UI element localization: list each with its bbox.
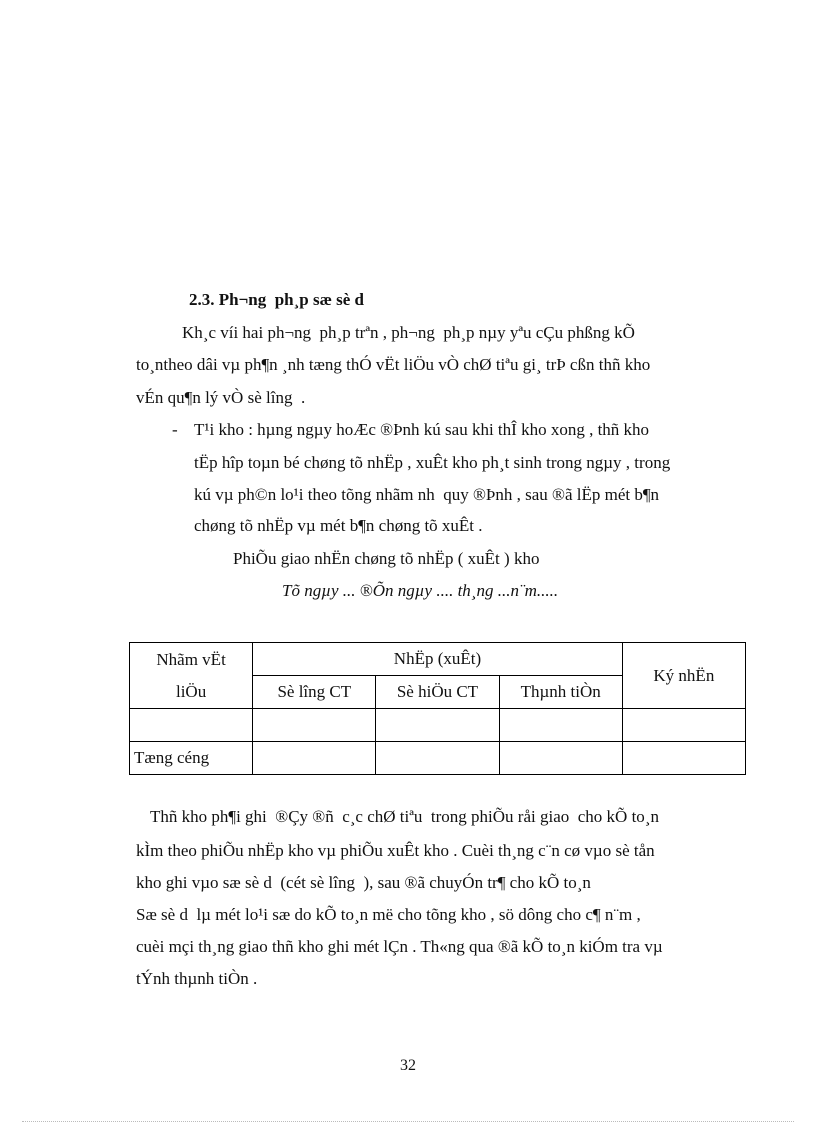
table-total-row <box>130 742 746 775</box>
handover-form-table <box>129 642 746 775</box>
footer-divider <box>22 1121 794 1122</box>
closing-line-6: tÝnh thµnh tiÒn . <box>136 969 258 988</box>
bullet-dash: - <box>172 420 178 439</box>
intro-line-3: vÉn qu¶n lý vÒ sè lîng . <box>136 388 306 407</box>
closing-line-3: kho ghi vµo sæ sè d (cét sè lîng ), sau ®ã chuyÓn tr¶ cho kÕ to¸n <box>136 873 591 892</box>
section-heading: 2.3. Ph¬ng ph¸p sæ sè d <box>189 290 365 309</box>
header-import-export: NhËp (xuÊt) <box>253 643 623 676</box>
form-title: PhiÕu giao nhËn chøng tõ nhËp ( xuÊt ) kho <box>233 549 540 568</box>
header-amount: Thµnh tiÒn <box>499 676 622 709</box>
table-cell <box>253 709 376 742</box>
table-cell <box>622 709 745 742</box>
form-date-range: Tõ ngµy ... ®Õn ngµy .... th¸ng ...n¨m..... <box>282 581 559 600</box>
table-cell <box>499 742 622 775</box>
closing-line-4: Sæ sè d lµ mét lo¹i sæ do kÕ to¸n më cho tõng kho , sö dông cho c¶ n¨m , <box>136 905 641 924</box>
header-material-group-line-2: liÖu <box>175 681 207 701</box>
header-signature: Ký nhËn <box>622 643 745 709</box>
bullet-line-2: tËp hîp toµn bé chøng tõ nhËp , xuÊt kho ph¸t sinh trong ngµy , trong <box>194 453 671 472</box>
bullet-line-3: kú vµ ph©n lo¹i theo tõng nhãm nh quy ®Þnh , sau ®ã lËp mét b¶n <box>194 485 660 504</box>
header-document-number: Sè hiÖu CT <box>376 676 499 709</box>
table-cell <box>622 742 745 775</box>
header-material-group-line-1: Nhãm vËt <box>156 649 226 669</box>
header-material-group <box>130 643 253 709</box>
table-cell <box>130 709 253 742</box>
table-row <box>130 709 746 742</box>
intro-line-1: Kh¸c víi hai ph¬ng ph¸p trªn , ph¬ng ph¸p nµy yªu cÇu phßng kÕ <box>182 323 635 342</box>
total-label: Tæng céng <box>130 742 253 775</box>
page-number: 32 <box>400 1057 416 1074</box>
header-document-count: Sè lîng CT <box>253 676 376 709</box>
table-cell <box>376 742 499 775</box>
table-cell <box>253 742 376 775</box>
bullet-line-4: chøng tõ nhËp vµ mét b¶n chøng tõ xuÊt . <box>194 516 483 535</box>
closing-line-1: Thñ kho ph¶i ghi ®Çy ®ñ c¸c chØ tiªu trong phiÕu råi giao cho kÕ to¸n <box>150 807 659 826</box>
closing-line-2: kÌm theo phiÕu nhËp kho vµ phiÕu xuÊt kho . Cuèi th¸ng c¨n cø vµo sè tån <box>136 841 655 860</box>
bullet-line-1: T¹i kho : hµng ngµy hoÆc ®Þnh kú sau khi thÎ kho xong , thñ kho <box>194 420 650 439</box>
closing-line-5: cuèi mçi th¸ng giao thñ kho ghi mét lÇn . Th«ng qua ®ã kÕ to¸n kiÓm tra vµ <box>136 937 663 956</box>
table-cell <box>376 709 499 742</box>
table-header-row <box>130 643 746 676</box>
intro-line-2: to¸ntheo dâi vµ ph¶n ¸nh tæng thÓ vËt liÖu vÒ chØ tiªu gi¸ trÞ cßn thñ kho <box>136 355 651 374</box>
table-cell <box>499 709 622 742</box>
